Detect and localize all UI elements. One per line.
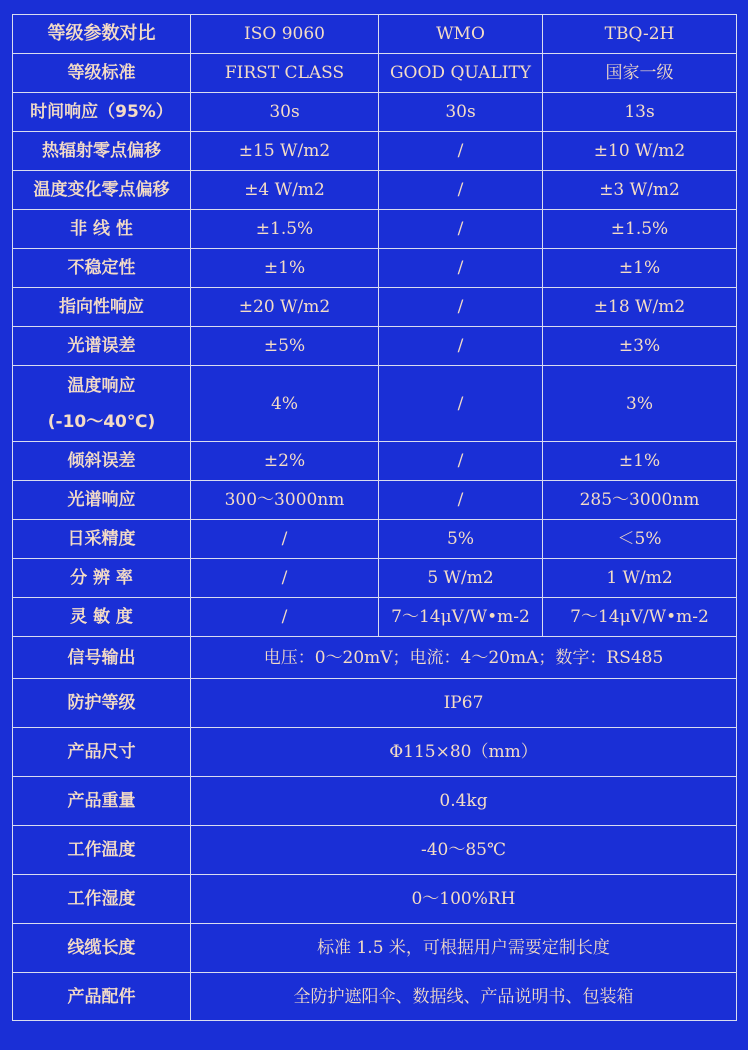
table-row — [13, 777, 737, 826]
table-row — [13, 249, 737, 288]
row-label: 光谱响应 — [13, 481, 191, 520]
row-label-line2: (-10～40℃) — [47, 411, 156, 432]
cell-iso: ±2% — [191, 442, 379, 481]
cell-tbq: ±18 W/m2 — [543, 288, 737, 327]
cell-wmo: / — [379, 327, 543, 366]
row-label: 工作温度 — [13, 826, 191, 875]
cell-merged: Φ115×80（mm） — [191, 728, 737, 777]
cell-wmo: / — [379, 210, 543, 249]
table-row — [13, 288, 737, 327]
row-label: 指向性响应 — [13, 288, 191, 327]
row-label: 灵 敏 度 — [13, 598, 191, 637]
spec-comparison-table — [12, 14, 737, 1021]
cell-wmo: / — [379, 481, 543, 520]
cell-tbq: 285～3000nm — [543, 481, 737, 520]
cell-iso: / — [191, 520, 379, 559]
cell-wmo: 30s — [379, 93, 543, 132]
table-row — [13, 875, 737, 924]
cell-wmo: / — [379, 288, 543, 327]
cell-tbq: 13s — [543, 93, 737, 132]
header-col-wmo: WMO — [379, 15, 543, 54]
cell-merged: 0.4kg — [191, 777, 737, 826]
cell-tbq: ±3% — [543, 327, 737, 366]
row-label: 产品尺寸 — [13, 728, 191, 777]
table-row — [13, 442, 737, 481]
cell-iso: ±20 W/m2 — [191, 288, 379, 327]
cell-iso: ±15 W/m2 — [191, 132, 379, 171]
cell-tbq: ±1% — [543, 249, 737, 288]
table-row — [13, 327, 737, 366]
cell-merged: 标准 1.5 米，可根据用户需要定制长度 — [191, 924, 737, 973]
cell-wmo: / — [379, 442, 543, 481]
cell-tbq: ±1.5% — [543, 210, 737, 249]
table-row — [13, 481, 737, 520]
cell-iso: ±4 W/m2 — [191, 171, 379, 210]
cell-iso: ±1.5% — [191, 210, 379, 249]
cell-iso: 30s — [191, 93, 379, 132]
table-row — [13, 520, 737, 559]
table-row — [13, 366, 737, 442]
cell-tbq: 1 W/m2 — [543, 559, 737, 598]
cell-tbq: ±10 W/m2 — [543, 132, 737, 171]
cell-wmo: / — [379, 132, 543, 171]
cell-tbq: ＜5% — [543, 520, 737, 559]
table-row — [13, 728, 737, 777]
row-label: 产品重量 — [13, 777, 191, 826]
cell-tbq: 7～14μV/W•m-2 — [543, 598, 737, 637]
cell-tbq: ±3 W/m2 — [543, 171, 737, 210]
cell-wmo: / — [379, 366, 543, 442]
row-label: 防护等级 — [13, 679, 191, 728]
table-row — [13, 924, 737, 973]
row-label-line1: 温度响应 — [67, 375, 136, 396]
table-header-row — [13, 15, 737, 54]
cell-iso: 300～3000nm — [191, 481, 379, 520]
cell-iso: / — [191, 559, 379, 598]
row-label: 光谱误差 — [13, 327, 191, 366]
table-row — [13, 679, 737, 728]
row-label: 倾斜误差 — [13, 442, 191, 481]
cell-tbq: ±1% — [543, 442, 737, 481]
cell-wmo: / — [379, 171, 543, 210]
cell-merged: 电压：0～20mV；电流：4～20mA；数字：RS485 — [191, 637, 737, 679]
row-label: 非 线 性 — [13, 210, 191, 249]
cell-iso: ±1% — [191, 249, 379, 288]
cell-tbq: 3% — [543, 366, 737, 442]
row-label: 线缆长度 — [13, 924, 191, 973]
row-label: 不稳定性 — [13, 249, 191, 288]
table-row — [13, 93, 737, 132]
header-title: 等级参数对比 — [13, 15, 191, 54]
cell-merged: -40～85℃ — [191, 826, 737, 875]
cell-iso: / — [191, 598, 379, 637]
row-label: 热辐射零点偏移 — [13, 132, 191, 171]
cell-iso: ±5% — [191, 327, 379, 366]
cell-merged: 0～100%RH — [191, 875, 737, 924]
row-label: 日采精度 — [13, 520, 191, 559]
table-row — [13, 171, 737, 210]
cell-wmo: 5% — [379, 520, 543, 559]
row-label: 时间响应（95%） — [13, 93, 191, 132]
cell-wmo: 5 W/m2 — [379, 559, 543, 598]
table-row — [13, 210, 737, 249]
cell-iso: 4% — [191, 366, 379, 442]
cell-wmo: / — [379, 249, 543, 288]
row-label: 产品配件 — [13, 973, 191, 1021]
header-col-tbq: TBQ-2H — [543, 15, 737, 54]
cell-merged: 全防护遮阳伞、数据线、产品说明书、包装箱 — [191, 973, 737, 1021]
table-row — [13, 826, 737, 875]
cell-wmo: 7～14μV/W•m-2 — [379, 598, 543, 637]
row-label — [13, 366, 191, 442]
row-label: 等级标准 — [13, 54, 191, 93]
row-label: 工作湿度 — [13, 875, 191, 924]
cell-iso: FIRST CLASS — [191, 54, 379, 93]
table-row — [13, 132, 737, 171]
table-row — [13, 637, 737, 679]
table-row — [13, 559, 737, 598]
cell-merged: IP67 — [191, 679, 737, 728]
row-label: 温度变化零点偏移 — [13, 171, 191, 210]
table-row — [13, 54, 737, 93]
header-col-iso: ISO 9060 — [191, 15, 379, 54]
row-label: 信号输出 — [13, 637, 191, 679]
cell-wmo: GOOD QUALITY — [379, 54, 543, 93]
table-row — [13, 973, 737, 1021]
cell-tbq: 国家一级 — [543, 54, 737, 93]
table-row — [13, 598, 737, 637]
row-label: 分 辨 率 — [13, 559, 191, 598]
